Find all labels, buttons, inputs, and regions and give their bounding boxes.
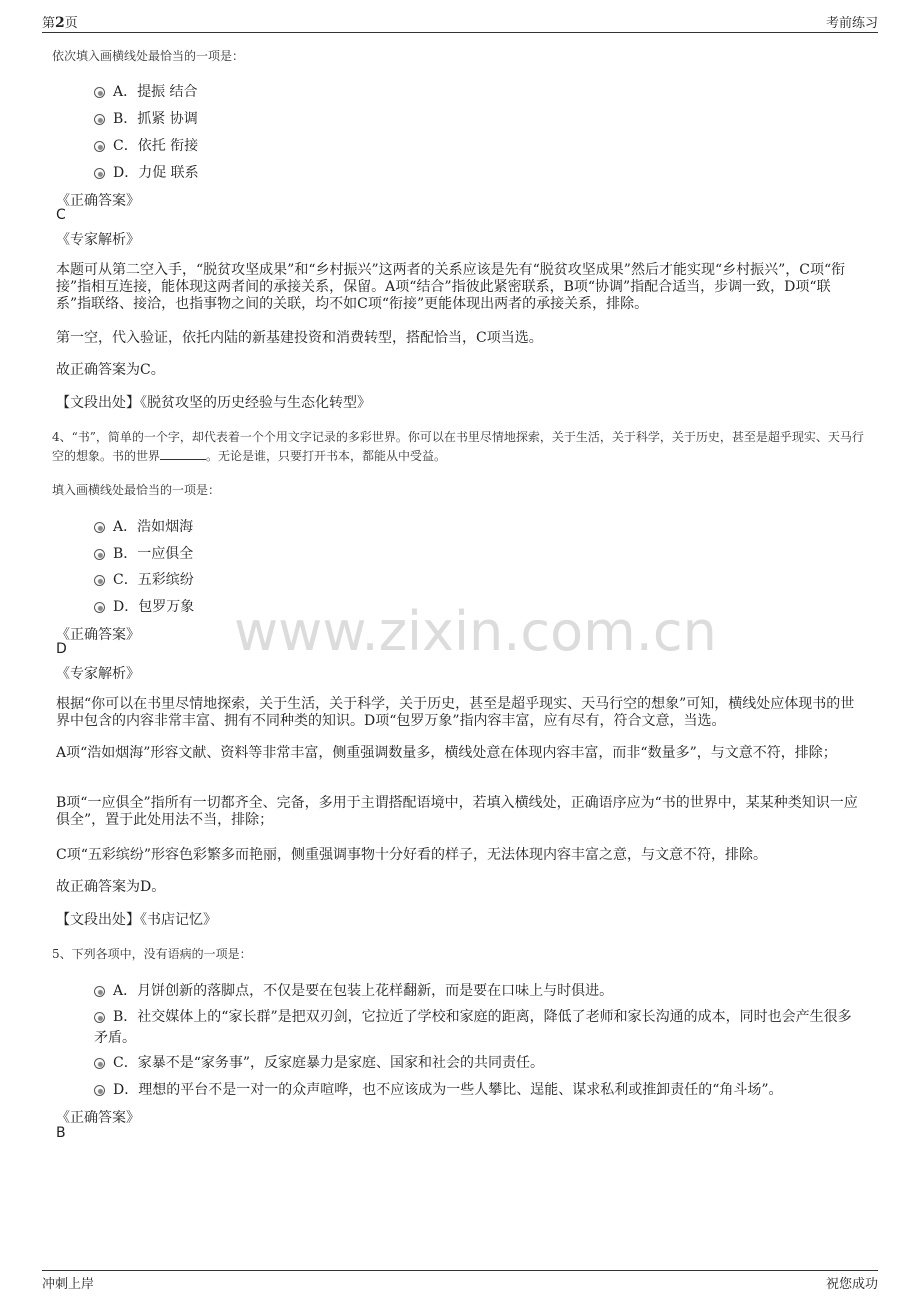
q3-answer: C <box>56 207 66 223</box>
page-header <box>42 10 878 33</box>
q5-answer-label: 《正确答案》 <box>56 1110 140 1126</box>
radio-icon[interactable] <box>94 1012 105 1023</box>
q4-answer-label: 《正确答案》 <box>56 627 140 643</box>
q5-option-b[interactable]: B．社交媒体上的“家长群”是把双刃剑，它拉近了学校和家庭的距离，降低了老师和家长沟通的成本，同时也会产生很多矛盾。 <box>94 1009 852 1046</box>
q4-option-b[interactable]: B．一应俱全 <box>94 543 193 563</box>
footer-right-text: 祝您成功 <box>825 1277 878 1292</box>
footer-left-text: 冲刺上岸 <box>42 1277 95 1292</box>
watermark: www.zixin.com.cn <box>234 600 717 663</box>
radio-icon[interactable] <box>94 141 105 152</box>
radio-icon[interactable] <box>94 549 105 560</box>
q4-analysis-p2: A项“浩如烟海”形容文献、资料等非常丰富，侧重强调数量多，横线处意在体现内容丰富，而非“数量多”，与文意不符，排除； <box>56 745 837 761</box>
radio-icon[interactable] <box>94 1085 105 1096</box>
q4-prompt: 填入画横线处最恰当的一项是： <box>52 483 221 497</box>
q4-analysis-p1: 根据“你可以在书里尽情地探索，关于生活，关于科学，关于历史，甚至是超乎现实、天马行空的想象”可知，横线处应体现书的世界中包含的内容非常丰富、拥有不同种类的知识。D项“包罗万象”指内容丰富，应有尽有，符合文意，当选。 <box>56 696 855 729</box>
q4-option-d[interactable]: D．包罗万象 <box>94 596 194 616</box>
radio-icon[interactable] <box>94 1058 105 1069</box>
blank-line <box>160 448 206 460</box>
q3-analysis-p1: 本题可从第二空入手，“脱贫攻坚成果”和“乡村振兴”这两者的关系应该是先有“脱贫攻坚成果”然后才能实现“乡村振兴”，C项“衔接”指相互连接，能体现这两者间的承接关系，保留。A项“结合”指彼此紧密联系，B项“协调”指配合适当，步调一致，D项“联系”指联络、接洽，也指事物之间的关联，均不如C项“衔接”更能体现出两者的承接关系，排除。 <box>56 262 846 312</box>
q4-source: 【文段出处】《书店记忆》 <box>56 912 217 928</box>
q5-option-a[interactable]: A．月饼创新的落脚点，不仅是要在包装上花样翻新，而是要在口味上与时俱进。 <box>94 980 864 1000</box>
q3-source: 【文段出处】《脱贫攻坚的历史经验与生态化转型》 <box>56 395 371 411</box>
q4-analysis-label: 《专家解析》 <box>56 666 140 682</box>
q3-analysis-label: 《专家解析》 <box>56 232 140 248</box>
q5-option-c[interactable]: C．家暴不是“家务事”，反家庭暴力是家庭、国家和社会的共同责任。 <box>94 1052 864 1072</box>
q4-analysis-p5: 故正确答案为D。 <box>56 879 166 895</box>
radio-icon[interactable] <box>94 522 105 533</box>
q5-answer: B <box>56 1125 66 1141</box>
q4-analysis-p3: B项“一应俱全”指所有一切都齐全、完备，多用于主谓搭配语境中，若填入横线处，正确语序应为“书的世界中，某某种类知识一应俱全”，置于此处用法不当，排除； <box>56 795 858 828</box>
radio-icon[interactable] <box>94 986 105 997</box>
q3-prompt: 依次填入画横线处最恰当的一项是： <box>52 49 245 63</box>
radio-icon[interactable] <box>94 575 105 586</box>
q3-option-b[interactable]: B．抓紧 协调 <box>94 108 198 128</box>
q3-analysis-p2: 第一空，代入验证，依托内陆的新基建投资和消费转型，搭配恰当，C项当选。 <box>56 330 543 346</box>
page-number: 第2页 <box>42 15 78 31</box>
q4-option-c[interactable]: C．五彩缤纷 <box>94 569 194 589</box>
q5-stem: 5、下列各项中，没有语病的一项是： <box>52 947 252 961</box>
header-right-text: 考前练习 <box>825 16 878 31</box>
q3-option-a[interactable]: A．提振 结合 <box>94 81 198 101</box>
q4-option-a[interactable]: A．浩如烟海 <box>94 516 193 536</box>
page-footer <box>42 1270 878 1292</box>
radio-icon[interactable] <box>94 602 105 613</box>
q3-option-d[interactable]: D．力促 联系 <box>94 162 199 182</box>
q5-option-d[interactable]: D．理想的平台不是一对一的众声喧哗，也不应该成为一些人攀比、逞能、谋求私利或推卸责任的“角斗场”。 <box>94 1079 864 1099</box>
radio-icon[interactable] <box>94 168 105 179</box>
q3-answer-label: 《正确答案》 <box>56 193 140 209</box>
q4-answer: D <box>56 641 67 657</box>
q3-analysis-p3: 故正确答案为C。 <box>56 362 165 378</box>
q4-analysis-p4: C项“五彩缤纷”形容色彩繁多而艳丽，侧重强调事物十分好看的样子，无法体现内容丰富之意，与文意不符，排除。 <box>56 847 768 863</box>
q3-option-c[interactable]: C．依托 衔接 <box>94 135 198 155</box>
q4-stem: 4、“书”，简单的一个字，却代表着一个个用文字记录的多彩世界。你可以在书里尽情地探索，关于生活，关于科学，关于历史，甚至是超乎现实、天马行空的想象。书的世界 。无论是谁，只要打开书本，都能从中受益。 <box>52 430 864 463</box>
radio-icon[interactable] <box>94 87 105 98</box>
radio-icon[interactable] <box>94 114 105 125</box>
